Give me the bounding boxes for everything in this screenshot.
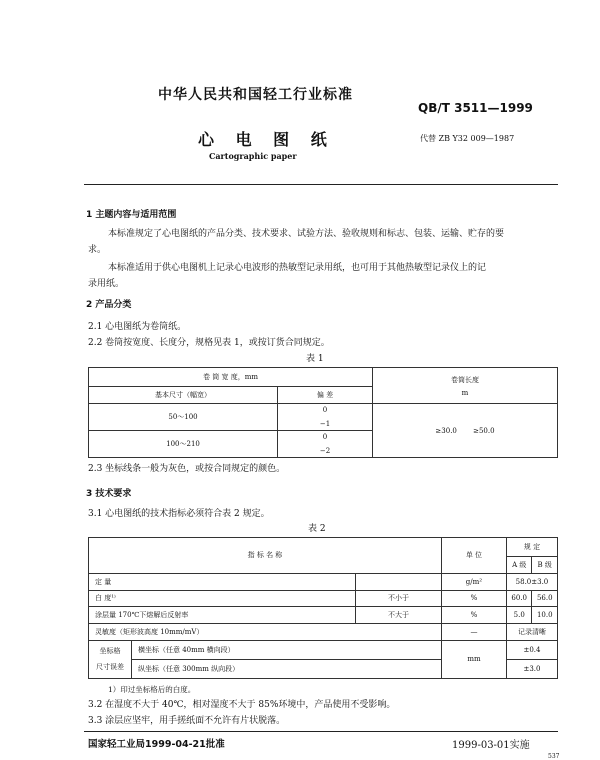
table-header-text: 卷筒长度 <box>451 375 479 384</box>
paragraph: 求。 <box>88 245 107 255</box>
paragraph: 本标准适用于供心电图机上记录心电波形的热敏型记录用纸，也可用于其他热敏型记录仪上的记 <box>108 263 487 273</box>
page-number: 537 <box>548 753 560 760</box>
table-cell: 记录清晰 <box>506 624 557 641</box>
clause: 2.1 心电图纸为卷筒纸。 <box>88 322 187 332</box>
table-header: 指 标 名 称 <box>89 538 442 574</box>
table-cell: 纵坐标（任意 300mm 纵向段） <box>132 659 442 678</box>
table-cell: 60.0 <box>506 590 532 607</box>
length-a: ≥30.0 <box>435 426 457 435</box>
table-cell: 56.0 <box>532 590 558 607</box>
table-header: 基本尺寸（幅宽） <box>89 387 278 404</box>
dev-upper: 0 <box>322 406 328 414</box>
table-header: 规 定 <box>506 538 557 557</box>
table-cell: 白 度¹⁾ <box>89 590 356 607</box>
table-header: A 级 <box>506 557 532 574</box>
table-1-caption: 表 1 <box>306 354 324 364</box>
header-rule <box>84 184 558 185</box>
replaces-note: 代替 ZB Y32 009—1987 <box>420 134 515 143</box>
table-cell: ±0.4 <box>506 640 557 659</box>
table-header: 单 位 <box>441 538 506 574</box>
table-cell: 涂层量 170℃下熔解后反射率 <box>89 607 356 624</box>
paragraph: 录用纸。 <box>88 279 125 289</box>
paragraph: 本标准规定了心电图纸的产品分类、技术要求、试验方法、验收规则和标志、包装、运输、贮存的要 <box>108 229 505 239</box>
dev-lower: −2 <box>319 447 331 455</box>
effective-date: 1999-03-01实施 <box>452 740 530 751</box>
page-subtitle: Cartographic paper <box>209 151 297 161</box>
table-cell: g/m² <box>441 573 506 590</box>
table-cell: 定 量 <box>89 573 356 590</box>
size-error-label: 尺寸误差 <box>96 663 124 672</box>
table-cell: 100～210 <box>89 431 278 458</box>
table-cell: ±3.0 <box>506 659 557 678</box>
table-note: 1）印过坐标格后的白度。 <box>108 685 196 694</box>
table-cell: mm <box>441 640 506 678</box>
table-header: 偏 差 <box>278 387 373 404</box>
table-cell <box>89 640 132 678</box>
table-header: 卷 筒 宽 度，mm <box>89 368 373 387</box>
page-title: 心 电 图 纸 <box>198 130 335 149</box>
table-cell: 58.0±3.0 <box>506 573 557 590</box>
table-cell: 不大于 <box>356 607 442 624</box>
table-cell: 5.0 <box>506 607 532 624</box>
table-cell: 灵敏度（矩形波高度 10mm/mV） <box>89 624 442 641</box>
table-cell: % <box>441 607 506 624</box>
footer-rule <box>84 731 558 732</box>
coord-label: 坐标格 <box>99 647 121 656</box>
table-1 <box>88 367 558 458</box>
table-cell: 50～100 <box>89 404 278 431</box>
dev-lower: −1 <box>319 420 331 428</box>
clause: 2.2 卷筒按宽度、长度分，规格见表 1，或按订货合同规定。 <box>88 338 330 348</box>
standard-body: 中华人民共和国轻工行业标准 <box>158 87 353 103</box>
clause: 3.3 涂层应坚牢，用手搓纸面不允许有片状脱落。 <box>88 716 286 726</box>
issuer: 国家轻工业局1999-04-21批准 <box>88 739 225 750</box>
clause: 3.1 心电图纸的技术指标必须符合表 2 规定。 <box>88 509 270 519</box>
table-cell <box>278 431 373 458</box>
table-2 <box>88 537 558 679</box>
table-header-unit: m <box>461 388 469 397</box>
clause: 3.2 在湿度不大于 40℃，相对湿度不大于 85%环境中，产品使用不受影响。 <box>88 700 396 710</box>
table-cell: — <box>441 624 506 641</box>
table-cell: 不小于 <box>356 590 442 607</box>
table-cell: % <box>441 590 506 607</box>
clause: 2.3 坐标线条一般为灰色，或按合同规定的颜色。 <box>88 464 286 474</box>
standard-code: QB/T 3511—1999 <box>418 101 533 115</box>
table-header <box>373 368 558 404</box>
table-cell <box>278 404 373 431</box>
table-2-caption: 表 2 <box>308 524 326 534</box>
section-1-title: 1 主题内容与适用范围 <box>86 210 177 220</box>
section-2-title: 2 产品分类 <box>86 300 132 310</box>
dev-upper: 0 <box>322 433 328 441</box>
table-cell <box>373 404 558 458</box>
table-header: B 级 <box>532 557 558 574</box>
table-cell: 10.0 <box>532 607 558 624</box>
length-b: ≥50.0 <box>473 426 495 435</box>
section-3-title: 3 技术要求 <box>86 489 132 499</box>
table-cell <box>356 573 442 590</box>
table-cell: 横坐标（任意 40mm 横向段） <box>132 640 442 659</box>
